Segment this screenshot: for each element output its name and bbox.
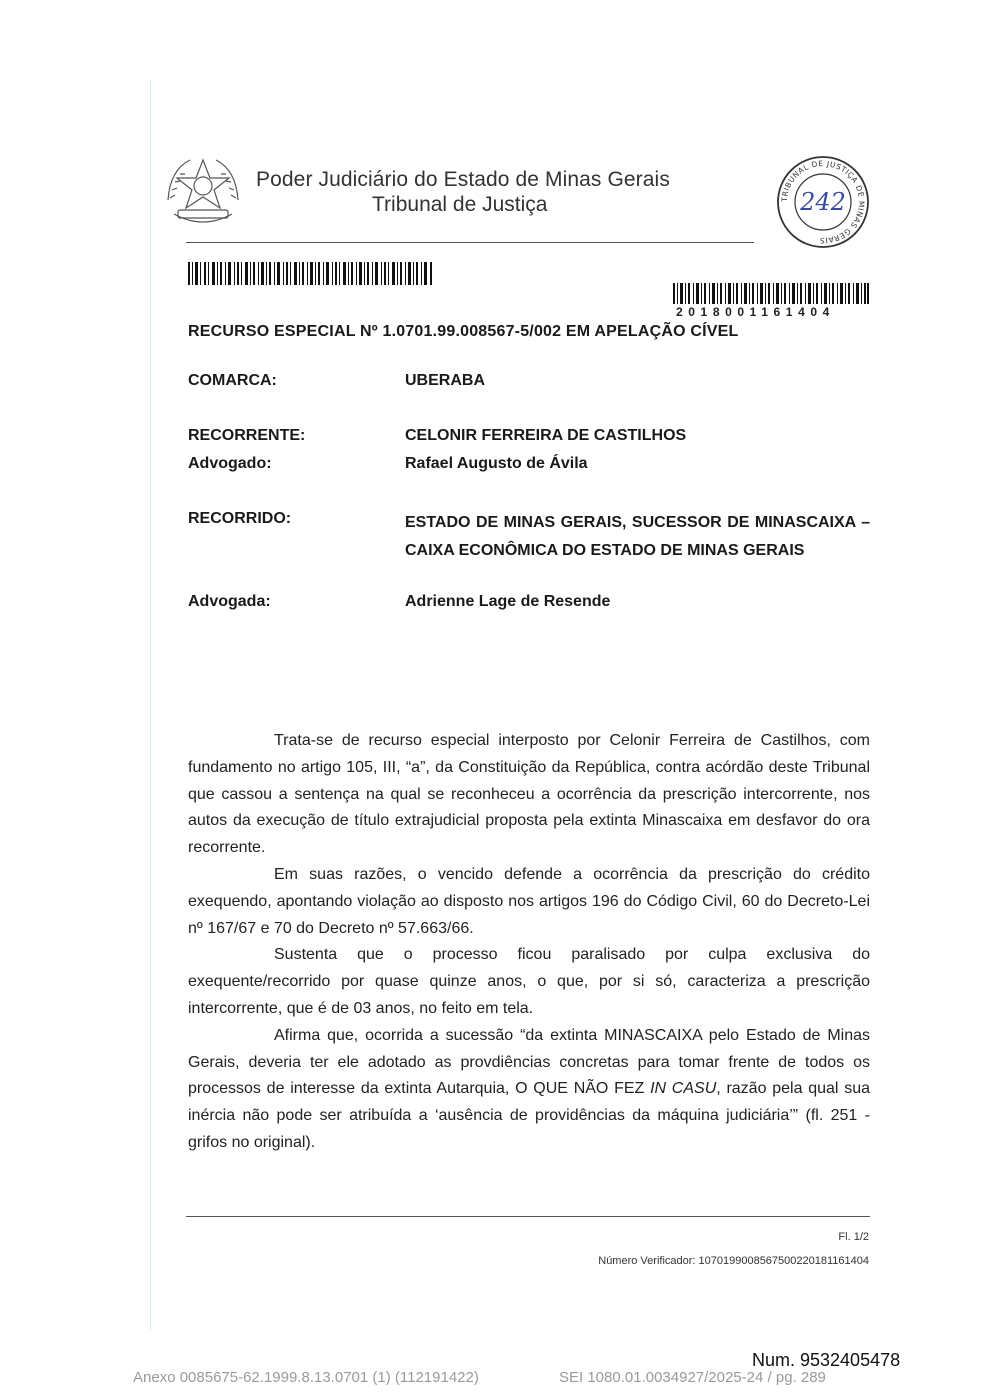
- comarca-label: COMARCA:: [188, 372, 277, 389]
- barcode-left: [188, 262, 433, 285]
- advogado-value: Rafael Augusto de Ávila: [405, 455, 588, 472]
- header-rule: [186, 242, 754, 243]
- paragraph-4-italic: IN CASU: [650, 1080, 717, 1098]
- recorrido-label: RECORRIDO:: [188, 510, 292, 527]
- paragraph-3: Sustenta que o processo ficou paralisado por culpa exclusiva do exequente/recorrido por quase quinze anos, o que, por si só, caracteriza a prescrição intercorrente, que é de 03 anos, no feito em tela.: [188, 946, 870, 1017]
- recorrente-value: CELONIR FERREIRA DE CASTILHOS: [405, 427, 687, 444]
- page-number: Fl. 1/2: [838, 1231, 869, 1243]
- paragraph-4: [188, 1023, 870, 1157]
- paragraph-4-part-a: Afirma que, ocorrida a sucessão “da extinta MINASCAIXA pelo Estado de Minas Gerais, deveria ter ele adotado as provdiências concretas para tomar frente de todos os processos de interesse da extinta Autarquia, O QUE NÃO FEZ: [188, 1026, 870, 1098]
- coat-of-arms-icon: [160, 150, 246, 236]
- document-body: [188, 728, 870, 1157]
- comarca-value: UBERABA: [405, 372, 485, 389]
- svg-text:TRIBUNAL DE JUSTIÇA DE MINAS G: TRIBUNAL DE JUSTIÇA DE MINAS GERAIS: [779, 158, 867, 246]
- court-seal-stamp: [776, 155, 870, 249]
- advogada-label: Advogada:: [188, 593, 271, 610]
- court-name: Poder Judiciário do Estado de Minas Gerais: [256, 168, 670, 191]
- advogada-value: Adrienne Lage de Resende: [405, 593, 611, 610]
- document-num-stamp: Num. 9532405478: [752, 1350, 901, 1370]
- document-title: RECURSO ESPECIAL Nº 1.0701.99.008567-5/002 EM APELAÇÃO CÍVEL: [188, 323, 739, 340]
- svg-text:242: 242: [800, 188, 846, 216]
- verification-number: Número Verificador: 1070199008567500220181161404: [598, 1255, 869, 1267]
- paragraph-2: Em suas razões, o vencido defende a ocorrência da prescrição do crédito exequendo, apontando violação ao disposto nos artigos 196 do Código Civil, 60 do Decreto-Lei nº 167/67 e 70 do Decreto nº 57.663/66.: [188, 865, 870, 937]
- footer-rule: [186, 1216, 870, 1217]
- barcode-right: [673, 283, 869, 304]
- paragraph-1: Trata-se de recurso especial interposto por Celonir Ferreira de Castilhos, com fundamento no artigo 105, III, “a”, da Constituição da República, contra acórdão deste Tribunal que cassou a sentença na qual se reconheceu a ocorrência da prescrição intercorrente, nos autos da execução de título extrajudicial proposta pela extinta Minascaixa em desfavor do ora recorrente.: [188, 732, 870, 857]
- recorrente-label: RECORRENTE:: [188, 427, 306, 444]
- tribunal-name: Tribunal de Justiça: [372, 193, 548, 216]
- paragraph-4-part-b: , razão pela qual sua inércia não pode ser atribuída a ‘ausência de providências da máquina judiciária’” (fl. 251 - grifos no original).: [188, 1080, 870, 1151]
- anexo-stamp: Anexo 0085675-62.1999.8.13.0701 (1) (112191422): [133, 1369, 479, 1386]
- barcode-number: 2018001161404: [676, 305, 835, 319]
- recorrido-value: ESTADO DE MINAS GERAIS, SUCESSOR DE MINASCAIXA – CAIXA ECONÔMICA DO ESTADO DE MINAS GERAIS: [405, 514, 870, 559]
- advogado-label: Advogado:: [188, 455, 272, 472]
- margin-line: [150, 80, 151, 1330]
- sei-stamp: SEI 1080.01.0034927/2025-24 / pg. 289: [559, 1369, 826, 1386]
